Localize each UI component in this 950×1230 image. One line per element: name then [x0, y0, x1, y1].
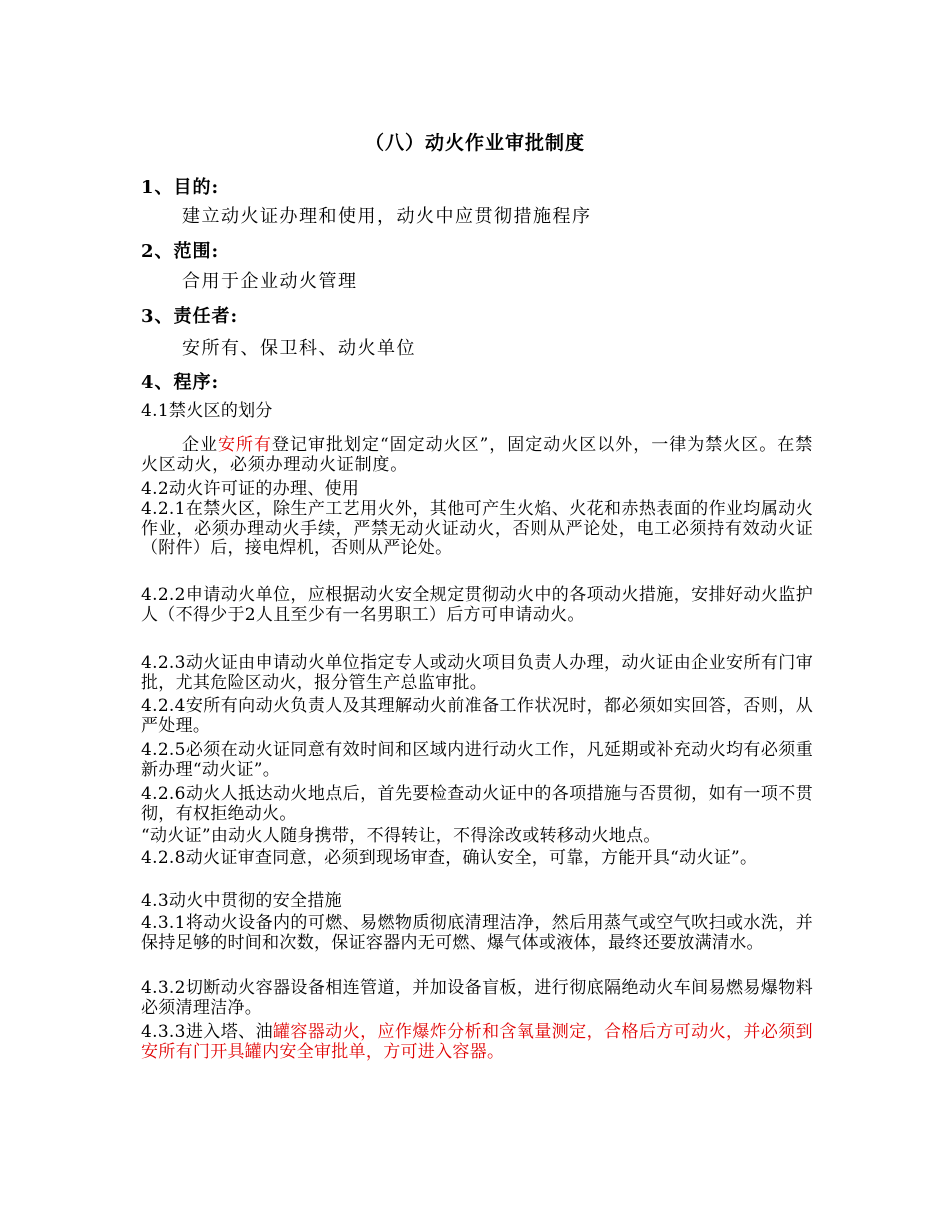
section-3-heading: 3、责任者:: [141, 306, 239, 327]
para-4-1: 4.1禁火区的划分: [141, 401, 273, 421]
para-4-2: 4.2动火许可证的办理、使用: [141, 479, 360, 499]
section-1-heading: 1、目的:: [141, 177, 220, 198]
para-4-2-3: 4.2.3动火证由申请动火单位指定专人或动火项目负责人办理，动火证由企业安所有门审批，尤其危险区动火，报分管生产总监审批。: [141, 653, 813, 693]
section-3-text: 安所有、保卫科、动火单位: [182, 338, 416, 359]
para-4-2-1: 4.2.1在禁火区，除生产工艺用火外，其他可产生火焰、火花和赤热表面的作业均属动火作业，必须办理动火手续，严禁无动火证动火，否则从严论处，电工必须持有效动火证（附件）后，接电焊机，否则从严论处。: [141, 499, 813, 558]
para-4-3: 4.3动火中贯彻的安全措施: [141, 891, 342, 911]
para-4-2-4: 4.2.4安所有向动火负责人及其理解动火前准备工作状况时，都必须如实回答，否则，从严处理。: [141, 696, 813, 736]
section-1-text: 建立动火证办理和使用，动火中应贯彻措施程序: [182, 206, 592, 227]
para-4-2-2: 4.2.2申请动火单位，应根据动火安全规定贯彻动火中的各项动火措施，安排好动火监护人（不得少于2人且至少有一名男职工）后方可申请动火。: [141, 585, 813, 625]
para-4-1-a-highlight: 安所有: [218, 435, 272, 455]
document-title: （八）动火作业审批制度: [364, 132, 585, 154]
para-4-3-1: 4.3.1将动火设备内的可燃、易燃物质彻底清理洁净，然后用蒸气或空气吹扫或水洗，并保持足够的时间和次数，保证容器内无可燃、爆气体或液体，最终还要放满清水。: [141, 913, 813, 953]
para-4-1-a-post: 登记审批划定“固定动火区”，固定动火区以外，一律为禁火区。在禁火区动火，必须办理动火证制度。: [141, 435, 813, 475]
para-4-2-8: 4.2.8动火证审查同意，必须到现场审查，确认安全，可靠，方能开具“动火证”。: [141, 848, 758, 868]
para-4-2-6: 4.2.6动火人抵达动火地点后，首先要检查动火证中的各项措施与否贯彻，如有一项不贯彻，有权拒绝动火。: [141, 784, 813, 824]
para-4-3-2: 4.3.2切断动火容器设备相连管道，并加设备盲板，进行彻底隔绝动火车间易燃易爆物料必须清理洁净。: [141, 978, 813, 1018]
section-2-heading: 2、范围:: [141, 241, 220, 262]
para-4-2-5: 4.2.5必须在动火证同意有效时间和区域内进行动火工作，凡延期或补充动火均有必须重新办理“动火证”。: [141, 740, 813, 780]
para-4-1-a: [141, 436, 813, 475]
para-4-3-3-highlight: 罐容器动火，应作爆炸分析和含氧量测定，合格后方可动火，并必须到安所有门开具罐内安全审批单，方可进入容器。: [141, 1022, 813, 1062]
para-4-1-a-pre: 企业: [182, 435, 218, 455]
para-4-3-3: [141, 1023, 813, 1062]
para-4-2-7: “动火证”由动火人随身携带，不得转让，不得涂改或转移动火地点。: [141, 826, 661, 846]
para-4-3-3-pre: 4.3.3进入塔、油: [141, 1022, 273, 1042]
section-4-heading: 4、程序:: [141, 372, 220, 393]
section-2-text: 合用于企业动火管理: [182, 271, 358, 292]
